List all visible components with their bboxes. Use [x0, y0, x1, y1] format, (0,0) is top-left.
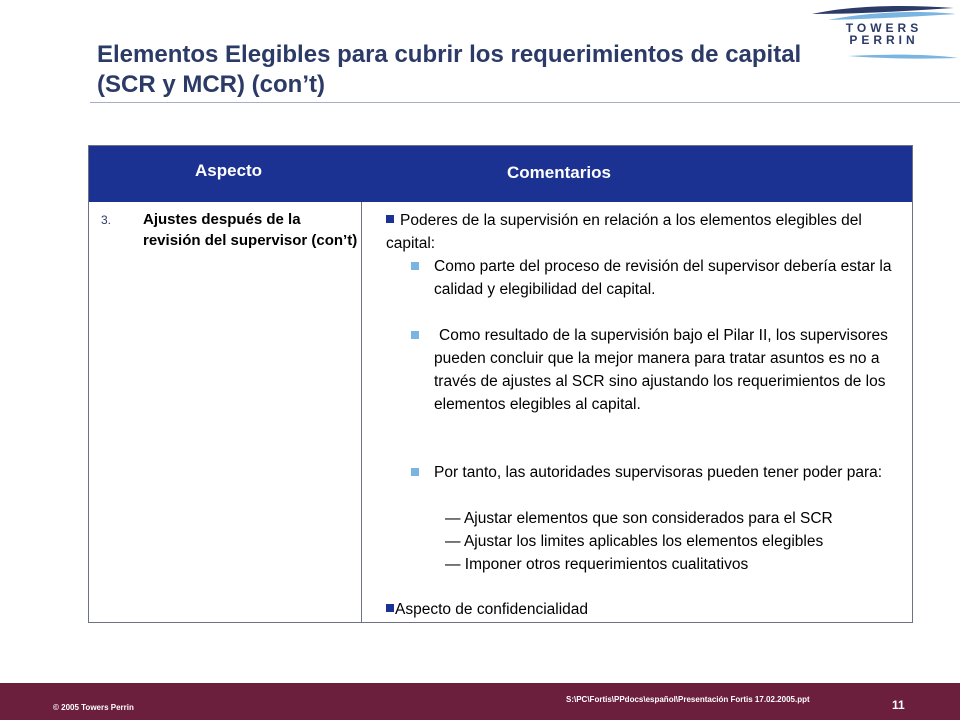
sub1-text: Como parte del proceso de revisión del supervisor debería estar la calidad y elegibilidad del capital.: [434, 258, 892, 298]
footer-bar: [0, 683, 960, 720]
title-line-1: Elementos Elegibles para cubrir los requerimientos de capital: [97, 41, 802, 68]
list-item-confidencialidad: [386, 598, 906, 621]
dash-item-3: — Imponer otros requerimientos cualitativos: [445, 556, 749, 573]
header-aspecto: Aspecto: [195, 161, 263, 180]
title-divider: [90, 102, 960, 103]
dash-item-2: — Ajustar los limites aplicables los elementos elegibles: [445, 533, 824, 550]
table-header: [89, 146, 912, 202]
square-bullet-icon: [411, 331, 419, 339]
sub3-text: Por tanto, las autoridades supervisoras pueden tener poder para:: [434, 464, 883, 481]
header-comentarios: Comentarios: [507, 163, 611, 182]
intro-text: Poderes de la supervisión en relación a los elementos elegibles del capital:: [386, 212, 862, 252]
list-item-intro: [386, 209, 906, 255]
dash-item-1: — Ajustar elementos que son considerados para el SCR: [445, 510, 833, 527]
title-line-2: (SCR y MCR) (con’t): [97, 71, 325, 98]
aspect-number: 3.: [101, 213, 112, 227]
square-bullet-icon: [411, 468, 419, 476]
column-divider: [361, 202, 362, 623]
logo-text-towers: TOWERS: [845, 21, 923, 35]
page-title: [97, 40, 927, 100]
page-number: 11: [892, 698, 905, 712]
square-bullet-icon: [386, 215, 394, 223]
content-table: [88, 145, 913, 623]
logo-text-perrin: PERRIN: [849, 33, 919, 47]
square-bullet-icon: [386, 604, 394, 612]
aspect-text: Ajustes después de la revisión del supervisor (con’t): [143, 211, 358, 249]
sub2-text: Como resultado de la supervisión bajo el Pilar II, los supervisores pueden concluir que la mejor manera para tratar asuntos es no a través de ajustes al SCR sino ajustando los requerimientos de los elementos elegibles al capital.: [434, 327, 888, 413]
footer-file-path: S:\PC\Fortis\PPdocs\español\Presentación Fortis 17.02.2005.ppt: [566, 695, 810, 704]
square-bullet-icon: [411, 262, 419, 270]
footer-copyright: © 2005 Towers Perrin: [53, 703, 134, 712]
confidencialidad-text: Aspecto de confidencialidad: [395, 601, 589, 618]
